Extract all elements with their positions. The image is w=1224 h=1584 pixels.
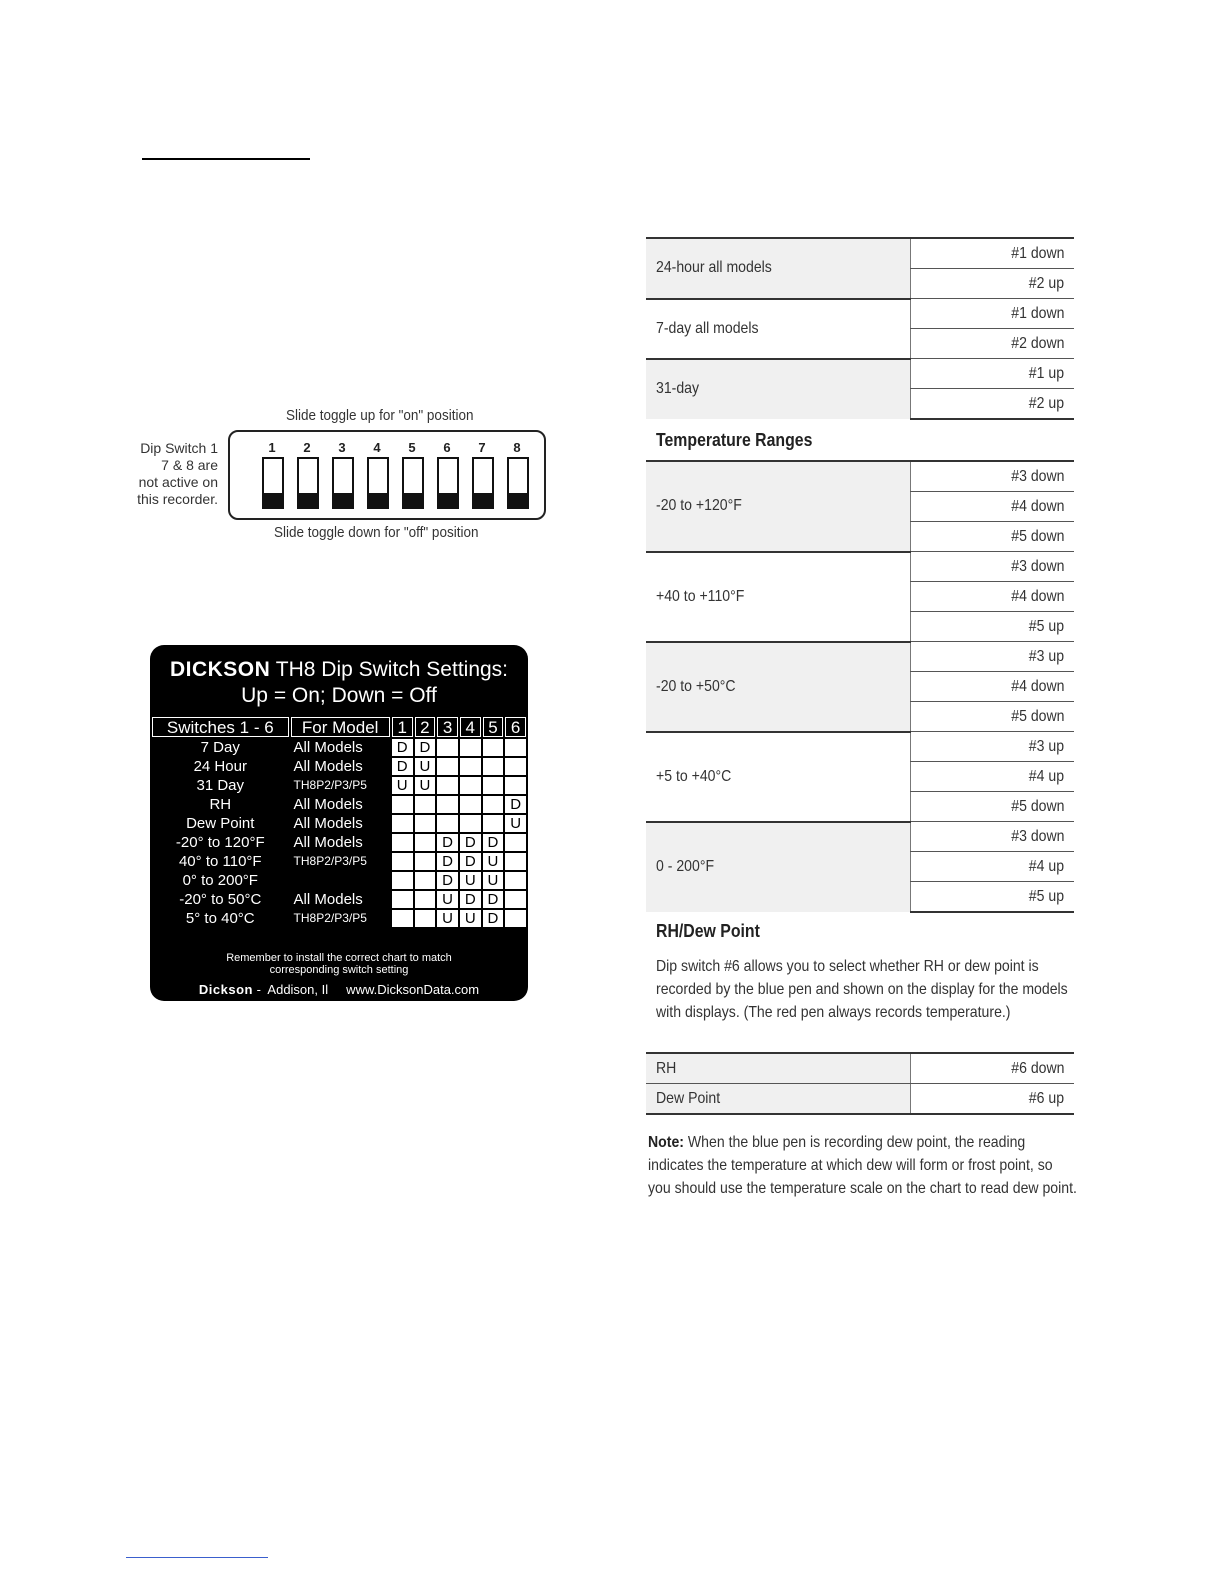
rh-table (646, 1052, 1074, 1115)
switch-setting (911, 882, 1075, 913)
switch-setting (911, 389, 1075, 420)
switch-value (415, 910, 436, 927)
switch-setting (911, 552, 1075, 582)
switch-setting (911, 582, 1075, 612)
switch-value (505, 910, 526, 927)
switch-setting-text: #2 up (1028, 274, 1064, 292)
switch-value (460, 739, 481, 756)
model-name: All Models (291, 739, 390, 756)
setting-label-text: Dew Point (656, 1089, 721, 1107)
top-rule (142, 158, 310, 160)
switch-value (437, 796, 458, 813)
setting-label (646, 552, 911, 642)
switch-value (392, 853, 413, 870)
setting-name: 40° to 110°F (152, 853, 289, 870)
chart-speed-table (646, 237, 1074, 420)
setting-label-text: 0 - 200°F (656, 858, 715, 876)
setting-label (646, 461, 911, 552)
switch-value: U (460, 872, 481, 889)
setting-label (646, 732, 911, 822)
switch-value (505, 777, 526, 794)
switch-setting (911, 329, 1075, 359)
rh-heading-text: RH/Dew Point (656, 921, 760, 941)
setting-label-text: 7-day all models (656, 319, 759, 337)
header-cell: 2 (415, 717, 436, 737)
model-name: All Models (291, 815, 390, 832)
dip-caption-bottom: Slide toggle down for "off" position (274, 524, 479, 541)
switch-value (460, 796, 481, 813)
switch-value (505, 853, 526, 870)
dip-note-line: this recorder. (137, 491, 218, 507)
setting-label-text: RH (656, 1059, 677, 1077)
setting-name: 0° to 200°F (152, 872, 289, 889)
dip-switch-toggle[interactable] (332, 457, 354, 509)
setting-label (646, 1053, 911, 1084)
switch-setting (911, 359, 1075, 389)
settings-row (646, 642, 1074, 672)
dew-point-note (648, 1131, 1078, 1200)
header-cell: 3 (437, 717, 458, 737)
switch-value: D (483, 891, 504, 908)
switch-value: U (392, 777, 413, 794)
switch-setting (911, 702, 1075, 732)
switch-value: D (460, 834, 481, 851)
setting-label (646, 822, 911, 913)
switch-setting-text: #4 down (1010, 497, 1064, 515)
dip-caption-top: Slide toggle up for "on" position (286, 407, 474, 424)
switch-setting-text: #4 up (1028, 767, 1064, 785)
setting-label (646, 238, 911, 299)
switch-setting-text: #5 down (1010, 707, 1064, 725)
switch-value (415, 796, 436, 813)
model-name: All Models (291, 796, 390, 813)
switch-value (505, 891, 526, 908)
switch-value: D (437, 834, 458, 851)
setting-name: RH (152, 796, 289, 813)
dip-switch-toggle[interactable] (297, 457, 319, 509)
temperature-heading (656, 430, 834, 451)
switch-value: U (415, 758, 436, 775)
switch-value (460, 815, 481, 832)
switch-setting-text: #3 down (1010, 557, 1064, 575)
settings-row (646, 359, 1074, 389)
label-row (152, 891, 526, 908)
switch-value (392, 910, 413, 927)
switch-setting (911, 1053, 1075, 1084)
switch-setting (911, 269, 1075, 299)
setting-name: 7 Day (152, 739, 289, 756)
label-footer (150, 982, 528, 997)
setting-label-text: +5 to +40°C (656, 767, 732, 785)
label-row (152, 872, 526, 889)
model-name: All Models (291, 758, 390, 775)
temperature-table (646, 460, 1074, 913)
label-reminder (150, 952, 528, 976)
switch-setting-text: #6 up (1028, 1089, 1064, 1107)
switch-value (437, 758, 458, 775)
note-label: Note: (648, 1134, 684, 1151)
switch-setting (911, 492, 1075, 522)
switch-value: D (483, 834, 504, 851)
header-cell: 5 (483, 717, 504, 737)
switch-value: U (483, 872, 504, 889)
settings-row (646, 238, 1074, 269)
switch-setting (911, 612, 1075, 642)
temperature-heading-text: Temperature Ranges (656, 430, 813, 450)
dip-note-line: not active on (138, 474, 218, 490)
switch-setting-text: #4 down (1010, 587, 1064, 605)
note-text: When the blue pen is recording dew point, the reading indicates the temperature at which dew will form or frost point, so you should use the temperature scale on the chart to read dew point. (648, 1134, 1077, 1197)
label-table (150, 715, 528, 929)
switch-value (505, 834, 526, 851)
dip-switch-toggle[interactable] (437, 457, 459, 509)
switch-value: U (415, 777, 436, 794)
settings-row (646, 461, 1074, 492)
switch-setting-text: #1 down (1010, 304, 1064, 322)
dickson-logo-text: DICKSON (169, 658, 271, 681)
switch-setting (911, 1084, 1075, 1115)
dip-switch-toggle[interactable] (402, 457, 424, 509)
switch-value (437, 739, 458, 756)
dickson-footer-brand: Dickson (198, 982, 253, 997)
rh-description (656, 955, 1076, 1024)
header-cell: 6 (505, 717, 526, 737)
model-name: TH8P2/P3/P5 (291, 853, 390, 870)
label-row (152, 853, 526, 870)
switch-setting-text: #3 up (1028, 647, 1064, 665)
switch-setting-text: #3 down (1010, 827, 1064, 845)
dip-switch-number: 7 (478, 440, 486, 455)
switch-value (392, 834, 413, 851)
model-name (291, 872, 390, 889)
switch-setting (911, 822, 1075, 852)
rh-heading (656, 921, 774, 942)
label-title-text: TH8 Dip Switch Settings: (275, 658, 509, 681)
label-reminder-line: corresponding switch setting (269, 964, 409, 976)
dip-switch-toggle[interactable] (367, 457, 389, 509)
switch-value (483, 758, 504, 775)
settings-row (646, 732, 1074, 762)
switch-value (483, 739, 504, 756)
switch-value: D (415, 739, 436, 756)
switch-setting-text: #5 down (1010, 797, 1064, 815)
switch-setting (911, 461, 1075, 492)
setting-name: 24 Hour (152, 758, 289, 775)
switch-value: D (505, 796, 526, 813)
label-row (152, 777, 526, 794)
switch-setting-text: #6 down (1010, 1059, 1064, 1077)
dip-switch-number: 2 (303, 440, 311, 455)
switch-value: D (460, 891, 481, 908)
switch-setting-text: #2 up (1028, 394, 1064, 412)
header-cell: 4 (460, 717, 481, 737)
switch-setting-text: #3 up (1028, 737, 1064, 755)
dip-switch-number: 5 (408, 440, 416, 455)
switch-value: D (483, 910, 504, 927)
label-table-header (152, 717, 526, 737)
switch-value: D (392, 739, 413, 756)
switch-value: D (437, 853, 458, 870)
switch-setting-text: #3 down (1010, 467, 1064, 485)
label-row (152, 910, 526, 927)
switch-setting (911, 299, 1075, 329)
label-row (152, 739, 526, 756)
setting-label (646, 1084, 911, 1115)
dip-note-line: Dip Switch 1 (140, 440, 218, 456)
switch-value: D (392, 758, 413, 775)
switch-setting (911, 238, 1075, 269)
switch-value (415, 872, 436, 889)
bottom-link-rule (126, 1557, 268, 1558)
switch-value (392, 815, 413, 832)
switch-setting-text: #5 up (1028, 617, 1064, 635)
switch-setting-text: #1 up (1028, 364, 1064, 382)
switch-value (415, 815, 436, 832)
setting-name: 31 Day (152, 777, 289, 794)
setting-name: Dew Point (152, 815, 289, 832)
switch-value (460, 758, 481, 775)
switch-setting-text: #2 down (1010, 334, 1064, 352)
switch-value: U (437, 910, 458, 927)
dip-switch-toggle[interactable] (472, 457, 494, 509)
label-row (152, 815, 526, 832)
dip-note (128, 440, 218, 508)
header-cell: For Model (291, 717, 390, 737)
switch-value (505, 758, 526, 775)
dip-switch-toggle[interactable] (507, 457, 529, 509)
switch-setting (911, 852, 1075, 882)
switch-value: U (505, 815, 526, 832)
switch-setting (911, 762, 1075, 792)
switch-value (437, 815, 458, 832)
setting-label-text: 24-hour all models (656, 259, 772, 277)
switch-value: D (460, 853, 481, 870)
model-name: TH8P2/P3/P5 (291, 910, 390, 927)
switch-value (483, 815, 504, 832)
switch-value (415, 853, 436, 870)
switch-value (437, 777, 458, 794)
setting-label-text: -20 to +50°C (656, 677, 736, 695)
dip-note-line: 7 & 8 are (161, 457, 218, 473)
switch-setting-text: #5 up (1028, 887, 1064, 905)
dickson-settings-label (150, 645, 528, 1001)
switch-value (415, 834, 436, 851)
switch-value (392, 891, 413, 908)
label-row (152, 834, 526, 851)
switch-value (483, 777, 504, 794)
setting-label (646, 642, 911, 732)
setting-label (646, 359, 911, 420)
switch-setting (911, 792, 1075, 822)
switch-setting (911, 522, 1075, 552)
model-name: All Models (291, 891, 390, 908)
switch-value (483, 796, 504, 813)
settings-row (646, 1084, 1074, 1115)
switch-value (460, 777, 481, 794)
settings-row (646, 822, 1074, 852)
label-row (152, 796, 526, 813)
rh-description-text: Dip switch #6 allows you to select whether RH or dew point is recorded by the blue pen and shown on the display for the models with displays. (The red pen always records temperature.) (656, 958, 1068, 1021)
label-row (152, 758, 526, 775)
settings-row (646, 1053, 1074, 1084)
switch-value (392, 796, 413, 813)
switch-value (505, 739, 526, 756)
label-subtitle: Up = On; Down = Off (241, 684, 437, 707)
settings-row (646, 552, 1074, 582)
setting-label-text: +40 to +110°F (656, 587, 745, 605)
dip-switch-toggle[interactable] (262, 457, 284, 509)
dip-switch-number: 3 (338, 440, 346, 455)
switch-setting-text: #4 down (1010, 677, 1064, 695)
switch-setting-text: #1 down (1010, 244, 1064, 262)
switch-setting (911, 642, 1075, 672)
switch-value: U (483, 853, 504, 870)
label-footer-text: - Addison, Il www.DicksonData.com (252, 982, 480, 997)
settings-row (646, 299, 1074, 329)
switch-value (392, 872, 413, 889)
switch-value: U (437, 891, 458, 908)
switch-value: U (460, 910, 481, 927)
switch-value (505, 872, 526, 889)
setting-label-text: -20 to +120°F (656, 497, 742, 515)
setting-label (646, 299, 911, 359)
dip-switch-number: 4 (373, 440, 381, 455)
label-reminder-line: Remember to install the correct chart to match (226, 952, 452, 964)
switch-setting-text: #5 down (1010, 527, 1064, 545)
model-name: TH8P2/P3/P5 (291, 777, 390, 794)
header-cell: 1 (392, 717, 413, 737)
dip-switch-number: 6 (443, 440, 451, 455)
note-body (648, 1131, 1077, 1200)
header-cell: Switches 1 - 6 (152, 717, 289, 737)
switch-setting (911, 672, 1075, 702)
setting-name: -20° to 50°C (152, 891, 289, 908)
switch-value (415, 891, 436, 908)
setting-name: -20° to 120°F (152, 834, 289, 851)
dip-switch-number: 8 (513, 440, 521, 455)
model-name: All Models (291, 834, 390, 851)
switch-setting (911, 732, 1075, 762)
setting-label-text: 31-day (656, 380, 700, 398)
switch-setting-text: #4 up (1028, 857, 1064, 875)
switch-value: D (437, 872, 458, 889)
dip-switch-number: 1 (268, 440, 276, 455)
setting-name: 5° to 40°C (152, 910, 289, 927)
label-title (150, 657, 528, 683)
